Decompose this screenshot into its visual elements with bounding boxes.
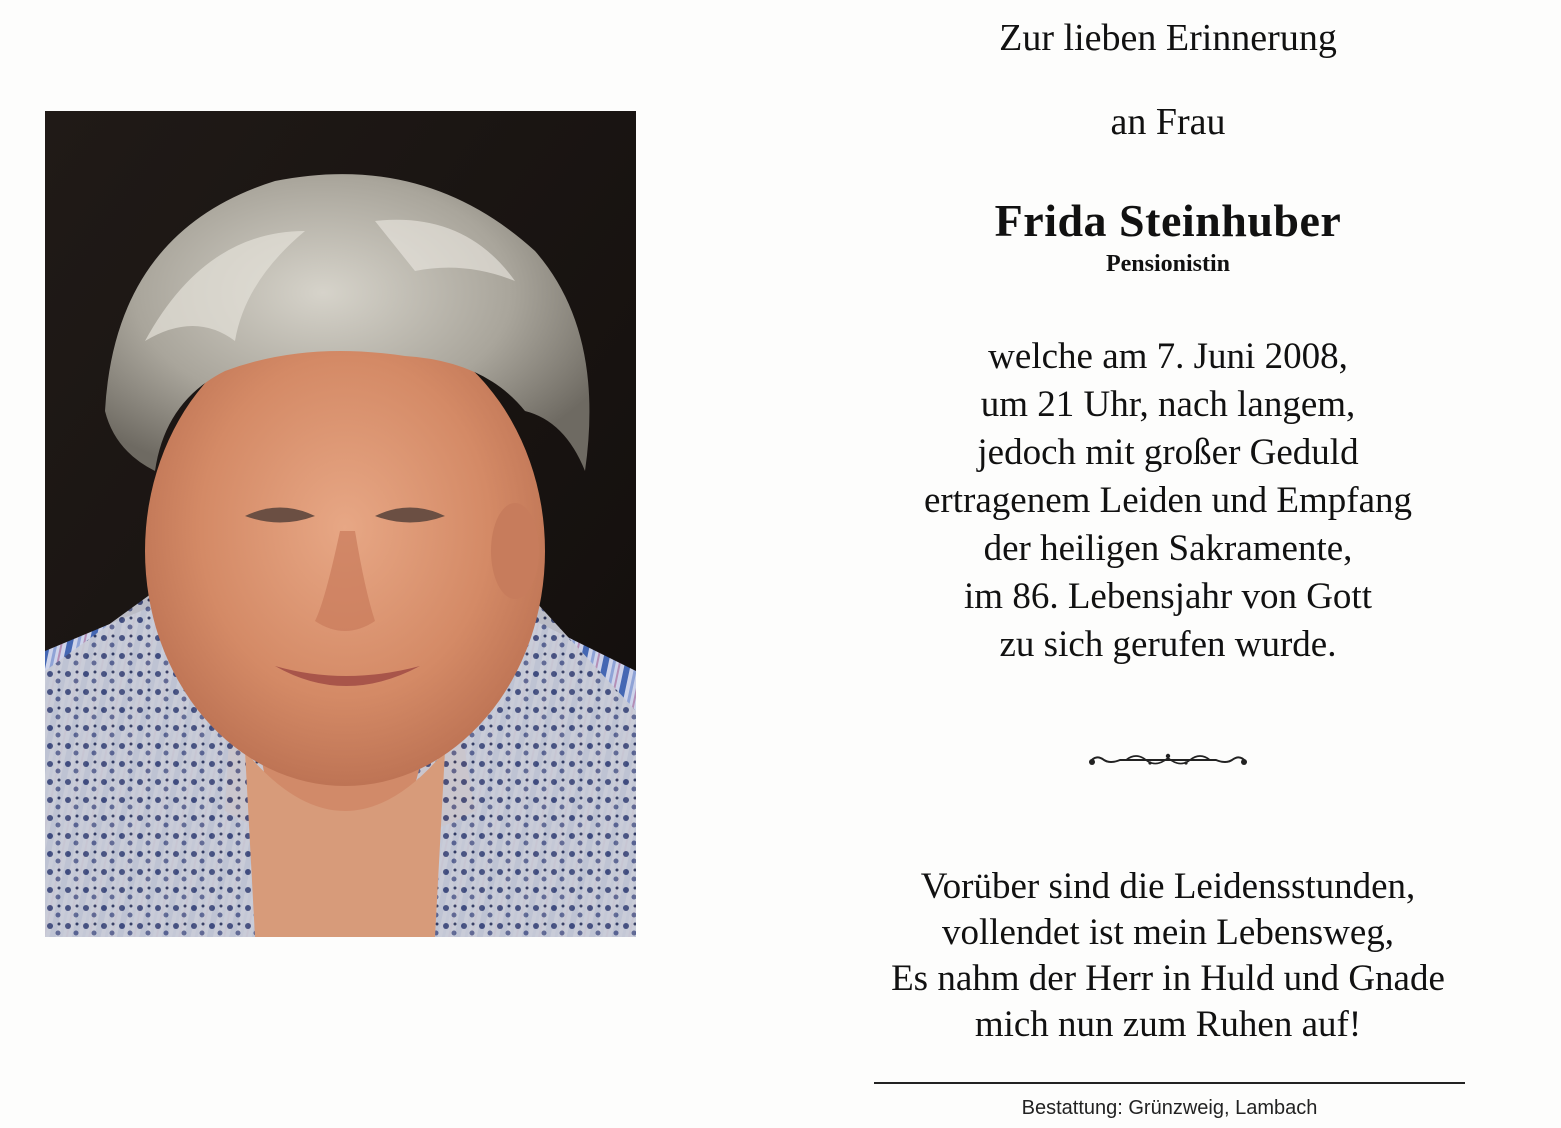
footer-divider (874, 1082, 1465, 1084)
portrait-icon (45, 111, 636, 937)
card-heading: Zur lieben Erinnerung (999, 17, 1337, 59)
verse-line: mich nun zum Ruhen auf! (974, 1004, 1362, 1045)
salutation: an Frau (1110, 101, 1226, 143)
portrait-photo (45, 111, 636, 937)
verse (870, 864, 1466, 1048)
body-line: um 21 Uhr, nach langem, (980, 384, 1356, 425)
verse-line: Vorüber sind die Leidensstunden, (920, 866, 1416, 907)
body-line: der heiligen Sakramente, (983, 528, 1353, 569)
body-line: im 86. Lebensjahr von Gott (964, 576, 1372, 617)
death-notice-text (870, 333, 1466, 669)
flourish-divider-icon (1086, 748, 1250, 772)
verse-line: Es nahm der Herr in Huld und Gnade (891, 958, 1445, 999)
body-line: zu sich gerufen wurde. (999, 624, 1337, 665)
verse-line: vollendet ist mein Lebensweg, (941, 912, 1395, 953)
body-line: jedoch mit großer Geduld (977, 432, 1359, 473)
undertaker-credit: Bestattung: Grünzweig, Lambach (1021, 1097, 1318, 1119)
body-line: welche am 7. Juni 2008, (988, 336, 1348, 377)
occupation: Pensionistin (1105, 251, 1231, 277)
body-line: ertragenem Leiden und Empfang (924, 480, 1412, 521)
deceased-name: Frida Steinhuber (994, 195, 1342, 246)
